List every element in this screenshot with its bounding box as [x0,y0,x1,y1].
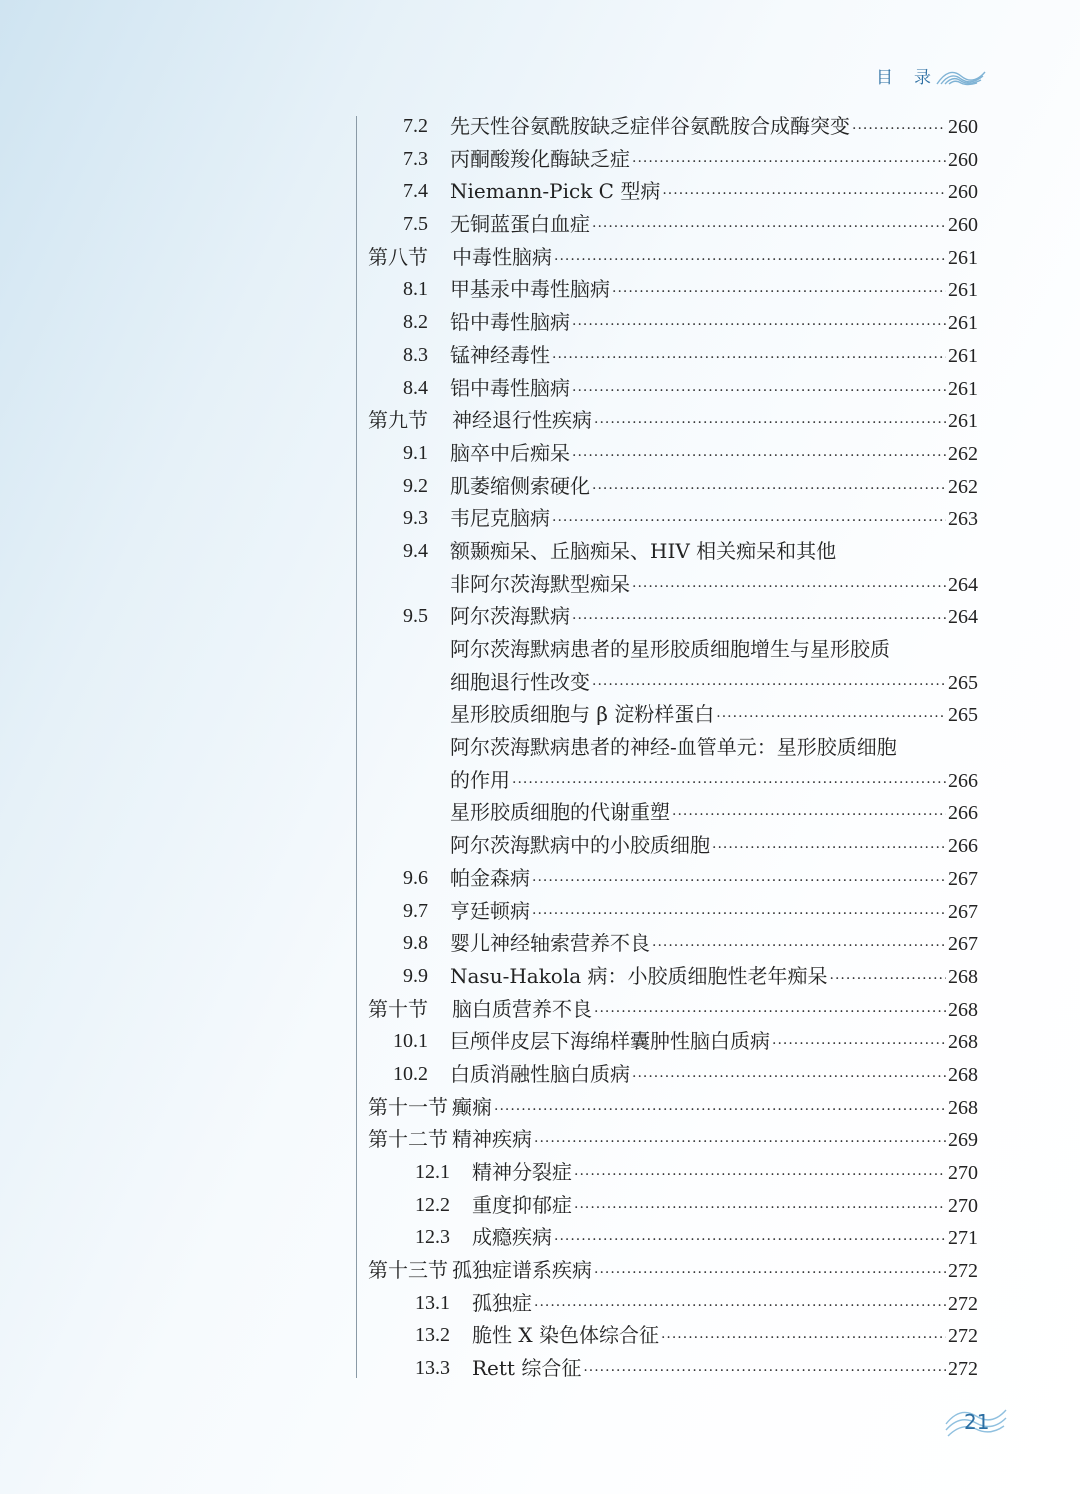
toc-title: 脑白质营养不良 [452,996,592,1021]
toc-page-number: 266 [948,835,978,858]
toc-page-number: 267 [948,900,978,923]
toc-number: 9.6 [403,866,428,889]
toc-section-row [368,1254,978,1287]
dot-leader [662,178,946,210]
toc-title: 孤独症 [472,1290,532,1315]
toc-page-number: 266 [948,769,978,792]
toc-entry-row [368,829,978,862]
toc-entry-row [368,1058,978,1091]
dot-leader [632,146,946,178]
toc-title: 精神疾病 [452,1127,532,1152]
dot-leader [554,1224,946,1256]
dot-leader [632,571,946,603]
toc-title: 甲基汞中毒性脑病 [450,277,610,302]
toc-entry-row [368,273,978,306]
toc-entry-row [368,535,978,568]
toc-title: 亨廷顿病 [450,898,530,923]
toc-page-number: 270 [948,1162,978,1184]
toc-title: 阿尔茨海默病患者的神经-血管单元：星形胶质细胞 [450,735,897,760]
toc-number: 10.2 [393,1062,428,1085]
toc-page-number: 260 [948,214,978,237]
toc-page-number: 267 [948,933,978,956]
toc-page-number: 268 [948,1063,978,1086]
toc-number: 第十二节 [368,1127,448,1152]
dot-leader [592,669,946,701]
toc-page-number: 269 [948,1129,978,1152]
dot-leader [594,996,946,1028]
toc-entry-row [368,175,978,208]
toc-entry-row [368,143,978,176]
toc-title: 阿尔茨海默病 [450,604,570,629]
toc-page-number: 261 [948,246,978,269]
toc-entry-row [368,960,978,993]
toc-title: 神经退行性疾病 [452,408,592,433]
toc-entry-row [368,1221,978,1254]
toc-title: 中毒性脑病 [452,244,552,269]
toc-section-row [368,1091,978,1124]
toc-number: 9.2 [403,474,428,497]
dot-leader [552,505,946,537]
toc-number: 9.7 [403,899,428,922]
toc-entry-row [368,1352,978,1385]
toc-page-number: 261 [948,344,978,367]
toc-title: 帕金森病 [450,865,530,890]
toc-entry-row [368,633,978,666]
toc-number: 7.2 [403,115,428,137]
dot-leader [712,832,946,864]
toc-title: 韦尼克脑病 [450,506,550,531]
toc-number: 9.4 [403,539,428,562]
dot-leader [594,407,946,439]
toc-title: 阿尔茨海默病患者的星形胶质细胞增生与星形胶质 [450,637,890,661]
toc-entry-row [368,666,978,699]
toc-page-number: 272 [948,1260,978,1283]
dot-leader [594,1257,946,1289]
toc-entry-row [368,339,978,372]
dot-leader [532,865,946,897]
wave-ornament-icon [935,62,987,88]
toc-entry-row [368,1025,978,1058]
toc-number: 9.3 [403,507,428,530]
toc-title: 锰神经毒性 [450,342,550,367]
dot-leader [852,113,946,145]
toc-title: 白质消融性脑白质病 [450,1061,630,1086]
toc-number: 10.1 [393,1030,428,1053]
toc-page-number: 263 [948,508,978,531]
toc-entry-row [368,470,978,503]
toc-entry-row [368,862,978,895]
toc-page-number: 261 [948,377,978,400]
toc-page-number: 270 [948,1194,978,1217]
dot-leader [572,440,946,472]
toc-title: 额颞痴呆、丘脑痴呆、HIV 相关痴呆和其他 [450,538,837,563]
dot-leader [592,211,946,243]
toc-page-number: 261 [948,312,978,335]
dot-leader [572,375,946,407]
toc-section-row [368,993,978,1026]
toc-number: 第九节 [368,408,428,433]
toc-title: 脆性 X 染色体综合征 [472,1323,659,1348]
dot-leader [661,1322,946,1354]
dot-leader [534,1290,946,1322]
toc-number: 7.5 [403,213,428,236]
toc-entry-row [368,796,978,829]
toc-entry-row [368,110,978,143]
toc-title: 星形胶质细胞的代谢重塑 [450,800,670,825]
dot-leader [652,930,946,962]
dot-leader [512,767,946,799]
toc-title: 脑卒中后痴呆 [450,440,570,465]
toc-number: 9.8 [403,932,428,955]
toc-page-number: 260 [948,148,978,171]
toc-page-number: 268 [948,1096,978,1119]
dot-leader [716,701,946,733]
toc-number: 第十一节 [368,1094,448,1119]
toc-number: 9.1 [403,441,428,464]
toc-entry-row [368,1189,978,1222]
dot-leader [672,799,946,831]
toc-number: 12.3 [415,1226,450,1249]
toc-page-number: 261 [948,410,978,433]
toc-title: 肌萎缩侧索硬化 [450,473,590,498]
dot-leader [572,603,946,635]
toc-number: 13.1 [415,1291,450,1314]
toc-page-number: 265 [948,704,978,727]
toc-entry-row [368,600,978,633]
toc-title: 铝中毒性脑病 [450,375,570,400]
toc-title: Nasu-Hakola 病：小胶质细胞性老年痴呆 [450,963,828,988]
toc-title: 重度抑郁症 [472,1192,572,1217]
toc-title: 细胞退行性改变 [450,669,590,694]
toc-number: 第八节 [368,244,428,269]
toc-title: 先天性谷氨酰胺缺乏症伴谷氨酰胺合成酶突变 [450,114,850,138]
toc-title: Rett 综合征 [472,1356,582,1381]
toc-entry-row [368,764,978,797]
toc-page-number: 272 [948,1358,978,1381]
toc-page-number: 262 [948,475,978,498]
toc-page-number: 271 [948,1227,978,1250]
toc-title: Niemann-Pick C 型病 [450,179,661,204]
toc-page-number: 261 [948,279,978,302]
toc-number: 13.3 [415,1357,450,1380]
toc-page-number: 272 [948,1292,978,1315]
toc-title: 非阿尔茨海默型痴呆 [450,571,630,596]
toc-title: 星形胶质细胞与 β 淀粉样蛋白 [450,702,715,727]
toc-number: 8.2 [403,311,428,334]
toc-page-number: 267 [948,867,978,890]
toc-entry-row [368,208,978,241]
toc-title: 的作用 [450,767,510,792]
toc-page-number: 268 [948,998,978,1021]
toc-number: 8.4 [403,376,428,399]
toc-title: 癫痫 [452,1094,492,1119]
dot-leader [772,1028,946,1060]
toc-entry-row [368,306,978,339]
toc-entry-row [368,1319,978,1352]
table-of-contents [368,110,978,1385]
toc-entry-row [368,731,978,764]
dot-leader [554,244,946,276]
toc-title: 孤独症谱系疾病 [452,1258,592,1283]
dot-leader [552,342,946,374]
toc-entry-row [368,895,978,928]
toc-title: 无铜蓝蛋白血症 [450,212,590,237]
dot-leader [632,1061,946,1093]
toc-number: 第十三节 [368,1258,448,1283]
toc-title: 成瘾疾病 [472,1225,552,1250]
toc-page-number: 260 [948,116,978,138]
toc-entry-row [368,568,978,601]
running-header [876,62,987,88]
dot-leader [494,1094,946,1126]
toc-section-row [368,404,978,437]
dot-leader [583,1355,946,1387]
vertical-rule [356,116,357,1378]
toc-number: 12.1 [415,1161,450,1183]
toc-section-row [368,241,978,274]
dot-leader [612,276,946,308]
dot-leader [592,473,946,505]
toc-number: 9.9 [403,964,428,987]
toc-number: 12.2 [415,1193,450,1216]
toc-page-number: 268 [948,965,978,988]
toc-section-row [368,1123,978,1156]
toc-number: 7.4 [403,180,428,203]
toc-page-number: 265 [948,671,978,694]
toc-entry-row [368,502,978,535]
toc-entry-row [368,437,978,470]
toc-number: 7.3 [403,147,428,170]
toc-title: 阿尔茨海默病中的小胶质细胞 [450,833,710,858]
toc-title: 精神分裂症 [472,1160,572,1184]
dot-leader [574,1159,946,1191]
toc-number: 8.3 [403,343,428,366]
toc-page-number: 264 [948,573,978,596]
toc-number: 8.1 [403,278,428,301]
toc-entry-row [368,1287,978,1320]
page-number: 21 [964,1410,990,1434]
toc-page-number: 260 [948,181,978,204]
toc-number: 第十节 [368,996,428,1021]
toc-page-number: 268 [948,1031,978,1054]
toc-number: 9.5 [403,605,428,628]
toc-entry-row [368,372,978,405]
toc-entry-row [368,927,978,960]
dot-leader [572,309,946,341]
dot-leader [534,1126,946,1158]
toc-page-number: 266 [948,802,978,825]
toc-number: 13.2 [415,1324,450,1347]
toc-page-number: 262 [948,442,978,465]
toc-page-number: 264 [948,606,978,629]
toc-title: 巨颅伴皮层下海绵样囊肿性脑白质病 [450,1029,770,1054]
header-title: 目 录 [876,67,933,88]
toc-page-number: 272 [948,1325,978,1348]
toc-entry-row [368,1156,978,1189]
toc-entry-row [368,698,978,731]
dot-leader [574,1192,946,1224]
toc-title: 丙酮酸羧化酶缺乏症 [450,146,630,171]
dot-leader [830,963,946,995]
toc-title: 婴儿神经轴索营养不良 [450,931,650,956]
page-footer [944,1404,1008,1440]
dot-leader [532,898,946,930]
toc-title: 铅中毒性脑病 [450,310,570,335]
